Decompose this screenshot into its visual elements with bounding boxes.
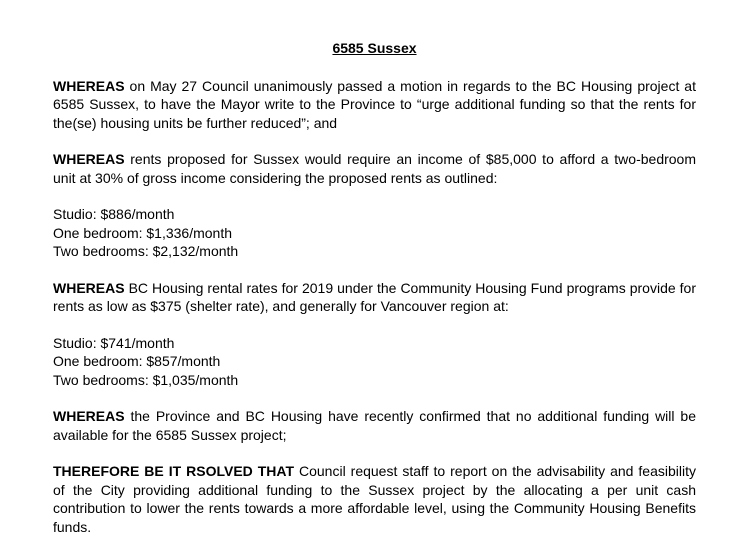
resolution-paragraph <box>53 462 696 536</box>
list-item: One bedroom: $1,336/month <box>53 224 233 241</box>
whereas-lead: WHEREAS <box>53 77 125 94</box>
list-item: Two bedrooms: $1,035/month <box>53 371 239 388</box>
list-item: Studio: $741/month <box>53 334 175 351</box>
whereas-paragraph-bc-housing-rates <box>53 279 696 316</box>
paragraph-text: BC Housing rental rates for 2019 under the Community Housing Fund programs provide for rents as low as $375 (shelter rate), and generally for Vancouver region at: <box>53 279 696 314</box>
list-item: Studio: $886/month <box>53 206 175 222</box>
paragraph-text: rents proposed for Sussex would require an income of $85,000 to afford a two-bedroom unit at 30% of gross income considering the proposed rents as outlined: <box>53 151 696 186</box>
paragraph-text: Council request staff to report on the advisability and feasibility of the City providing additional funding to the Sussex project by the allocating a per unit cash contribution to lower the rents towards a more affordable level, using the Community Housing Benefits funds. <box>53 463 696 535</box>
list-item: Two bedrooms: $2,132/month <box>53 243 239 259</box>
paragraph-text: on May 27 Council unanimously passed a motion in regards to the BC Housing project at 6585 Sussex, to have the Mayor write to the Province to “urge additional funding so that the rents for the(se) housing units be further reduced”; and <box>53 77 696 131</box>
resolution-lead: THEREFORE BE IT RSOLVED THAT <box>53 463 295 479</box>
list-item: One bedroom: $857/month <box>53 353 221 369</box>
paragraph-text: the Province and BC Housing have recently confirmed that no additional funding will be available for the 6585 Sussex project; <box>53 408 696 443</box>
whereas-paragraph-no-funding <box>53 407 696 444</box>
whereas-lead: WHEREAS <box>53 151 125 167</box>
bc-housing-rents-list <box>53 334 696 390</box>
whereas-paragraph-income-requirement <box>53 150 696 187</box>
document-title: 6585 Sussex <box>332 40 417 56</box>
whereas-lead: WHEREAS <box>53 279 125 296</box>
proposed-rents-list <box>53 205 696 261</box>
whereas-paragraph-council-motion <box>53 77 696 133</box>
motion-document <box>53 39 696 554</box>
whereas-lead: WHEREAS <box>53 408 125 424</box>
